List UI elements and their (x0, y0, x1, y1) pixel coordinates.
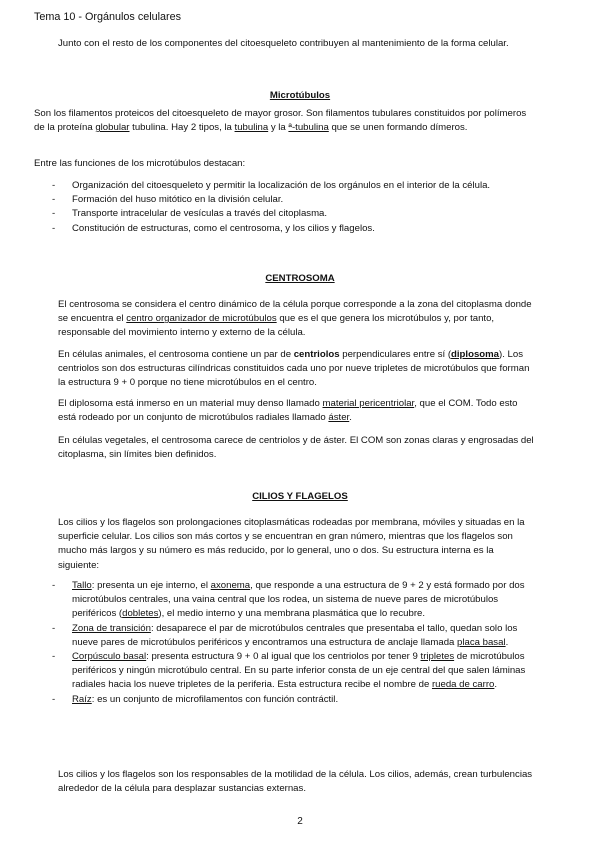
functions-intro: Entre las funciones de los microtúbulos destacan: (34, 158, 246, 169)
microtubulos-paragraph: Son los filamentos proteicos del citoesqueleto de mayor grosor. Son filamentos tubulares constituidos por polímeros de la proteína globular tubulina. Hay 2 tipos, la tubulina y la ª-tubulina que se unen formando dímeros. (34, 108, 527, 134)
cilios-paragraph-1: Los cilios y los flagelos son prolongaciones citoplasmáticas rodeadas por membrana, móviles y situadas en la superficie celular. Los cilios son más cortos y se encuentran en gran número, mientras que los flagelos son mucho más largos y su número es más reducido, por lo general, uno o dos. Su estructura interna es la siguiente: (58, 517, 525, 571)
centrosoma-paragraph-1: El centrosoma se considera el centro dinámico de la célula porque corresponde a la zona del citoplasma donde se encuentra el centro organizador de microtúbulos que es el que genera los microtúbulos y, por tanto, responsable del movimiento interno y externo de la célula. (58, 299, 532, 339)
centrosoma-paragraph-3: El diplosoma está inmerso en un material muy denso llamado material pericentriolar, que el COM. Todo esto está rodeado por un conjunto de microtúbulos radiales llamado áster. (58, 398, 518, 424)
page-header: Tema 10 - Orgánulos celulares (34, 11, 182, 23)
list-item: - Transporte intracelular de vesículas a través del citoplasma. (52, 207, 534, 221)
microtubulos-heading: Microtúbulos (269, 90, 331, 101)
list-item-raiz: - Raíz: es un conjunto de microfilamentos con función contráctil. (52, 693, 534, 707)
list-item: - Constitución de estructuras, como el centrosoma, y los cilios y flagelos. (52, 222, 534, 236)
cilios-paragraph-2: Los cilios y los flagelos son los responsables de la motilidad de la célula. Los cilios, además, crean turbulencias alrededor de la célula para desplazar sustancias externas. (58, 769, 533, 795)
cilios-heading: CILIOS Y FLAGELOS (252, 491, 348, 502)
list-item-tallo: - Tallo: presenta un eje interno, el axonema, que responde a una estructura de 9 + 2 y está formado por dos microtúbulos centrales, una vaina central que los rodea, un sistema de nueve pares de microtúbulos periféricos (dobletes), el medio interno y una membrana plasmática que lo recubre. (52, 579, 534, 622)
page-number: 2 (297, 816, 303, 827)
centrosoma-paragraph-2: En células animales, el centrosoma contiene un par de centriolos perpendiculares entre sí (diplosoma). Los centriolos son dos estructuras cilíndricas constituidos cada uno por nueve tripletes de microtúbulos que forman la estructura 9 + 0 porque no tiene microtúbulos en el centro. (58, 349, 530, 389)
list-item-zona: - Zona de transición: desaparece el par de microtúbulos centrales que presentaba el tallo, quedan solo los nueve pares de microtúbulos periféricos y encontramos una estructura de anclaje llamada placa basal. (52, 622, 534, 650)
functions-list (52, 179, 534, 236)
centrosoma-paragraph-4: En células vegetales, el centrosoma carece de centriolos y de áster. El COM son zonas claras y engrosadas del citoplasma, sin límites bien definidos. (58, 435, 534, 461)
list-item: - Organización del citoesqueleto y permitir la localización de los orgánulos en el interior de la célula. (52, 179, 534, 193)
structure-list (52, 579, 534, 707)
list-item-corpusculo: - Corpúsculo basal: presenta estructura 9 + 0 al igual que los centriolos por tener 9 tripletes de microtúbulos periféricos y ningún microtúbulo central. En su parte inferior consta de un eje central del que salen láminas radiales hacia los nueve tripletes de la periferia. Esta estructura recibe el nombre de rueda de carro. (52, 650, 534, 693)
list-item: - Formación del huso mitótico en la división celular. (52, 193, 534, 207)
centrosoma-heading: CENTROSOMA (265, 273, 335, 284)
intro-paragraph: Junto con el resto de los componentes del citoesqueleto contribuyen al mantenimiento de la forma celular. (58, 38, 509, 49)
